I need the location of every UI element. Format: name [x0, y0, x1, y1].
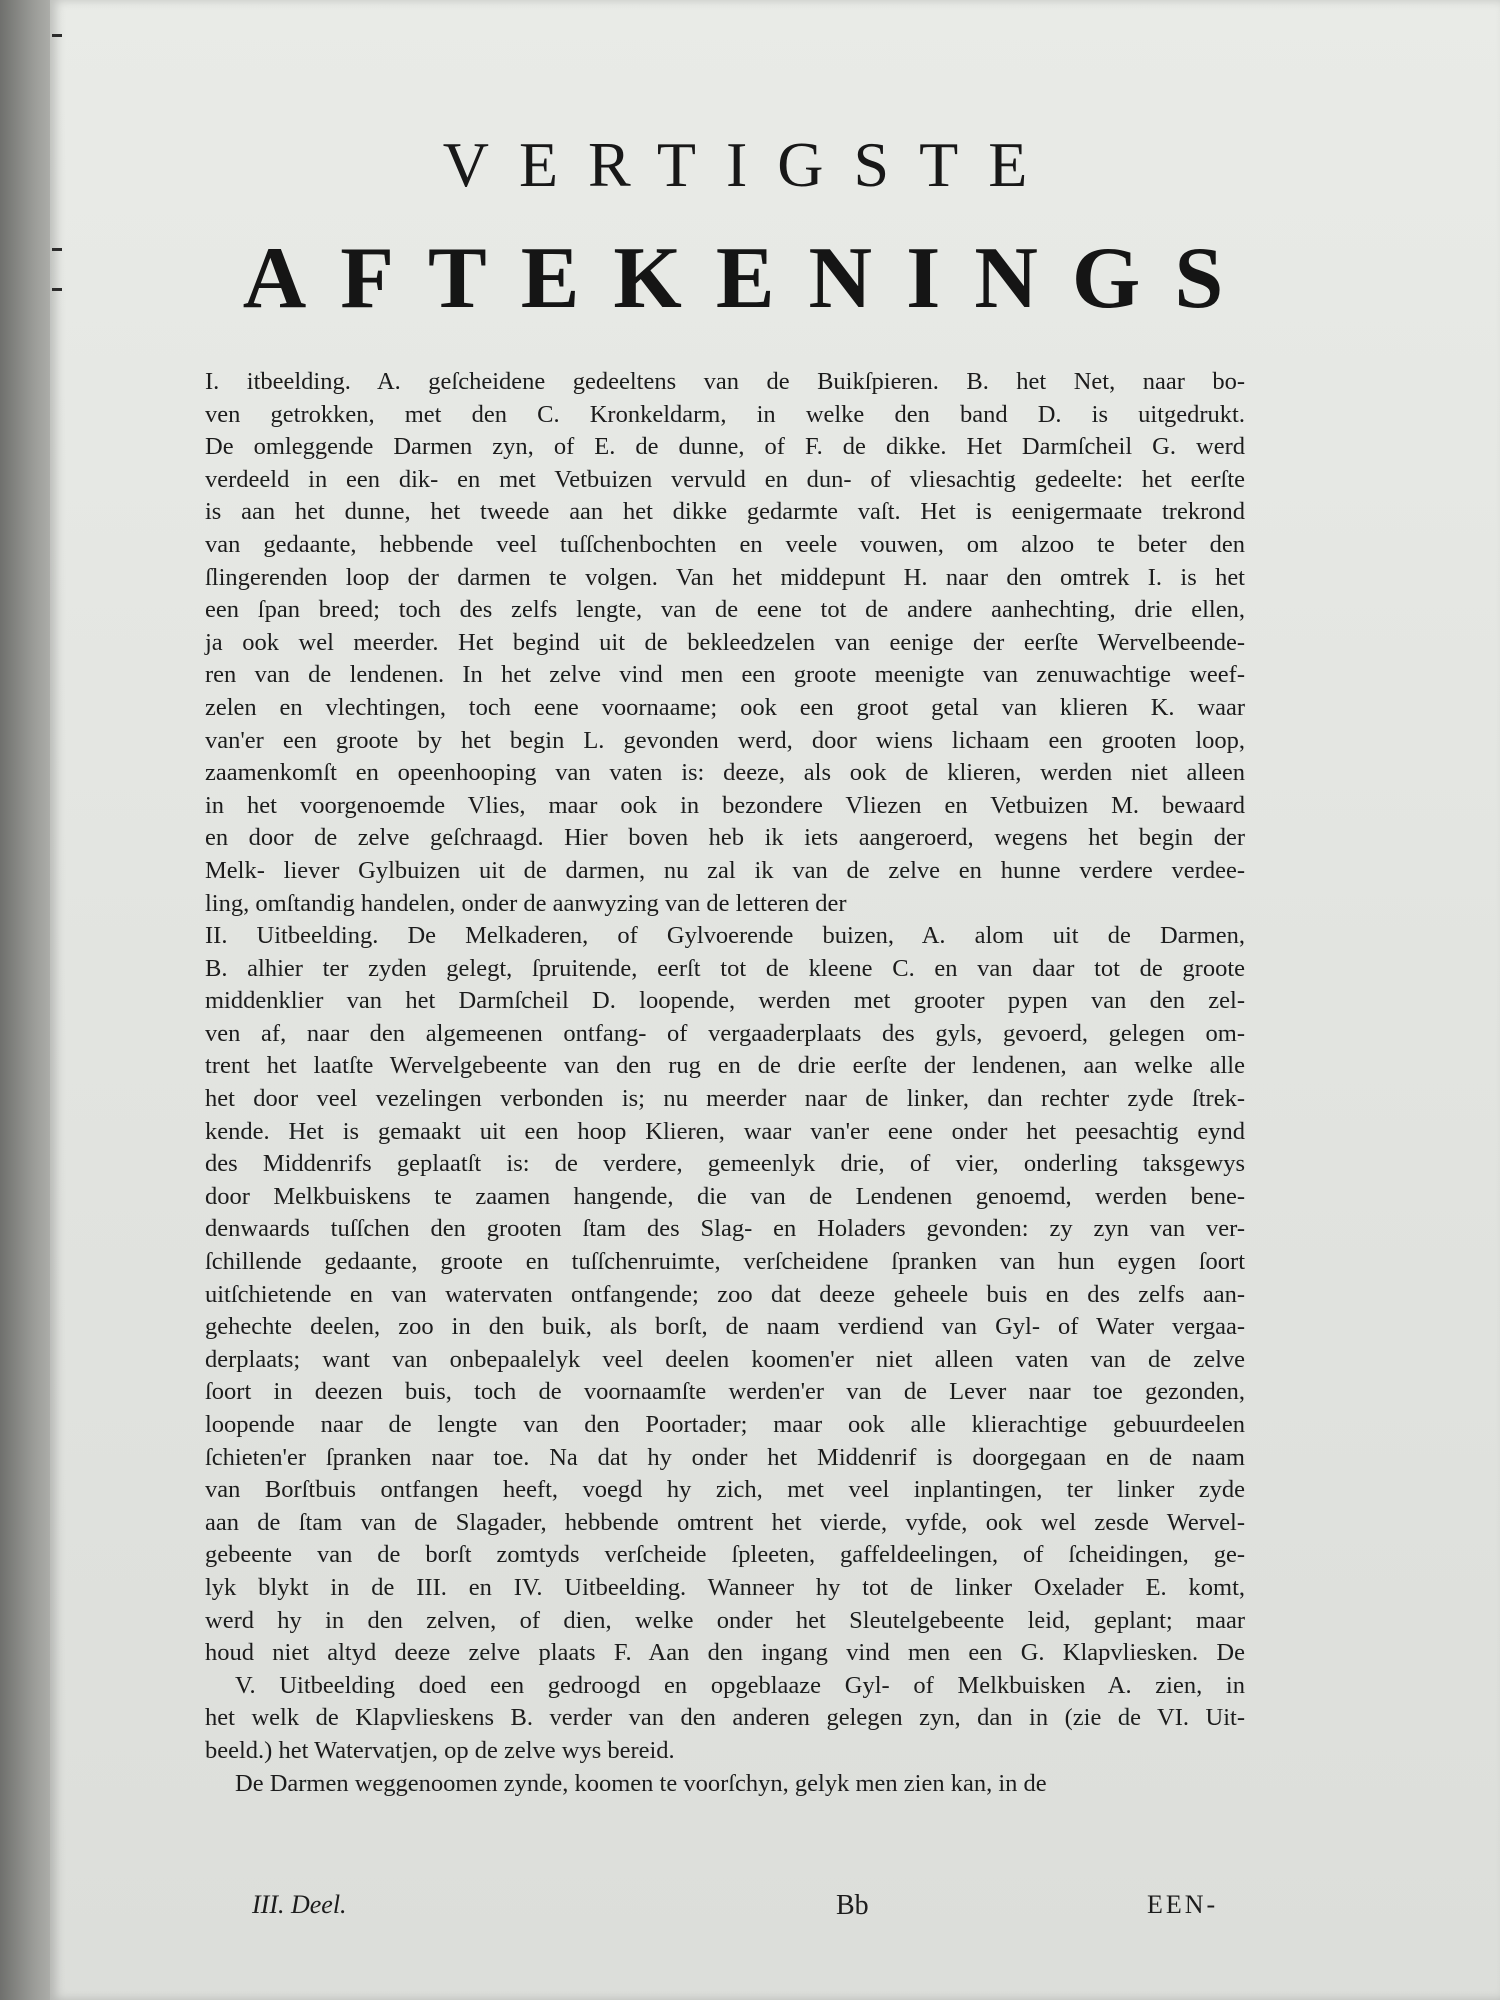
- text-line: aan de ſtam van de Slagader, hebbende omtrent het vierde, vyfde, ook wel zesde Wervel-: [205, 1508, 1245, 1536]
- text-line: werd hy in den zelven, of dien, welke onder het Sleutelgebeente leid, geplant; maar: [205, 1606, 1245, 1634]
- chapter-title-line2: AFTEKENINGS: [242, 230, 1258, 327]
- text-line: is aan het dunne, het tweede aan het dikke gedarmte vaſt. Het is eenigermaate trekrond: [205, 498, 1245, 526]
- text-line: beeld.) het Watervatjen, op de zelve wys bereid.: [205, 1736, 675, 1764]
- text-line: verdeeld in een dik- en met Vetbuizen vervuld en dun- of vliesachtig gedeelte: het eerſte: [205, 465, 1245, 493]
- text-line: I. itbeelding. A. geſcheidene gedeeltens van de Buikſpieren. B. het Net, naar bo-: [205, 368, 1245, 395]
- body-text: [205, 366, 1245, 1800]
- text-line: een ſpan breed; toch des zelfs lengte, van de eene tot de andere aanhechting, drie ellen,: [205, 596, 1245, 624]
- text-line: II. Uitbeelding. De Melkaderen, of Gylvoerende buizen, A. alom uit de Darmen,: [205, 922, 1245, 950]
- text-line: ven af, naar den algemeenen ontfang- of vergaaderplaats des gyls, gevoerd, gelegen om-: [205, 1019, 1245, 1047]
- text-line: ven getrokken, met den C. Kronkeldarm, in welke den band D. is uitgedrukt.: [205, 400, 1245, 428]
- text-line: V. Uitbeelding doed een gedroogd en opgeblaaze Gyl- of Melkbuisken A. zien, in: [235, 1671, 1245, 1699]
- text-line: van gedaante, hebbende veel tuſſchenbochten en veele vouwen, om alzoo te beter den: [205, 530, 1245, 558]
- text-line: Melk- liever Gylbuizen uit de darmen, nu zal ik van de zelve en hunne verdere verdee-: [205, 856, 1245, 884]
- text-line: kende. Het is gemaakt uit een hoop Klieren, waar van'er eene onder het peesachtig eynd: [205, 1117, 1245, 1145]
- text-line: loopende naar de lengte van den Poortader; maar ook alle klierachtige gebuurdeelen: [205, 1411, 1245, 1438]
- text-line: middenklier van het Darmſcheil D. loopende, werden met grooter pypen van den zel-: [205, 987, 1245, 1015]
- text-line: denwaards tuſſchen den grooten ſtam des Slag- en Holaders gevonden: zy zyn van ver-: [205, 1215, 1245, 1243]
- text-line: het welk de Klapvlieskens B. verder van den anderen gelegen zyn, dan in (zie de VI. Uit-: [205, 1704, 1245, 1732]
- text-line: gebeente van de borſt zomtyds verſcheide ſpleeten, gaffeldeelingen, of ſcheidingen, ge-: [205, 1541, 1245, 1569]
- text-line: De omleggende Darmen zyn, of E. de dunne, of F. de dikke. Het Darmſcheil G. werd: [205, 433, 1245, 461]
- text-line: in het voorgenoemde Vlies, maar ook in bezondere Vliezen en Vetbuizen M. bewaard: [205, 791, 1245, 819]
- text-line: uitſchietende en van watervaten ontfangende; zoo dat deeze geheele buis en des zelfs aan-: [205, 1280, 1245, 1308]
- text-line: ſlingerenden loop der darmen te volgen. Van het middepunt H. naar den omtrek I. is het: [205, 563, 1245, 591]
- text-line: des Middenrifs geplaatſt is: de verdere, gemeenlyk drie, of vier, onderling taksgewys: [205, 1150, 1245, 1178]
- text-line: derplaats; want van onbepaalelyk veel deelen koomen'er niet alleen vaten van de zelve: [205, 1345, 1245, 1373]
- text-line: ling, omſtandig handelen, onder de aanwyzing van de letteren der: [205, 889, 847, 917]
- footer-volume: III. Deel.: [252, 1890, 347, 1919]
- text-line: ja ook wel meerder. Het begind uit de bekleedzelen van eenige der eerſte Wervelbeende-: [205, 628, 1245, 656]
- text-line: ren van de lendenen. In het zelve vind men een groote meenigte van zenuwachtige weef-: [205, 661, 1245, 689]
- text-line: door Melkbuiskens te zaamen hangende, die van de Lendenen genoemd, werden bene-: [205, 1182, 1245, 1210]
- text-line: van Borſtbuis ontfangen heeft, voegd hy zich, met veel inplantingen, ter linker zyde: [205, 1476, 1245, 1504]
- footer-signature: Bb: [836, 1890, 869, 1921]
- text-line: ſoort in deezen buis, toch de voornaamſte werden'er van de Lever naar toe gezonden,: [205, 1378, 1245, 1406]
- text-line: zaamenkomſt en opeenhooping van vaten is: deeze, als ook de klieren, werden niet alleen: [205, 759, 1245, 787]
- margin-mark: [52, 34, 62, 37]
- text-line: ſchieten'er ſpranken naar toe. Na dat hy onder het Middenrif is doorgegaan en de naam: [205, 1443, 1245, 1471]
- text-line: lyk blykt in de III. en IV. Uitbeelding. Wanneer hy tot de linker Oxelader E. komt,: [205, 1573, 1245, 1601]
- footer-catchword: EEN-: [1147, 1890, 1219, 1919]
- chapter-title-line1: VERTIGSTE: [442, 129, 1058, 200]
- text-line: gehechte deelen, zoo in den buik, als borſt, de naam verdiend van Gyl- of Water vergaa-: [205, 1313, 1245, 1341]
- text-line: van'er een groote by het begin L. gevonden werd, door wiens lichaam een grooten loop,: [205, 726, 1245, 754]
- text-line: B. alhier ter zyden gelegt, ſpruitende, eerſt tot de kleene C. en van daar tot de groote: [205, 954, 1245, 982]
- text-line: en door de zelve geſchraagd. Hier boven heb ik iets aangeroerd, wegens het begin der: [205, 824, 1245, 852]
- text-line: ſchillende gedaante, groote en tuſſchenruimte, verſcheidene ſpranken van hun eygen ſoort: [205, 1248, 1245, 1276]
- text-line: trent het laatſte Wervelgebeente van den rug en de drie eerſte der lendenen, aan welke alle: [205, 1052, 1245, 1080]
- text-line: De Darmen weggenoomen zynde, koomen te voorſchyn, gelyk men zien kan, in de: [235, 1769, 1047, 1797]
- text-line: zelen en vlechtingen, toch eene voornaame; ook een groot getal van klieren K. waar: [205, 693, 1245, 721]
- text-line: het door veel vezelingen verbonden is; nu meerder naar de linker, dan rechter zyde ſtrek-: [205, 1085, 1245, 1113]
- text-line: houd niet altyd deeze zelve plaats F. Aan den ingang vind men een G. Klapvliesken. De: [205, 1639, 1245, 1667]
